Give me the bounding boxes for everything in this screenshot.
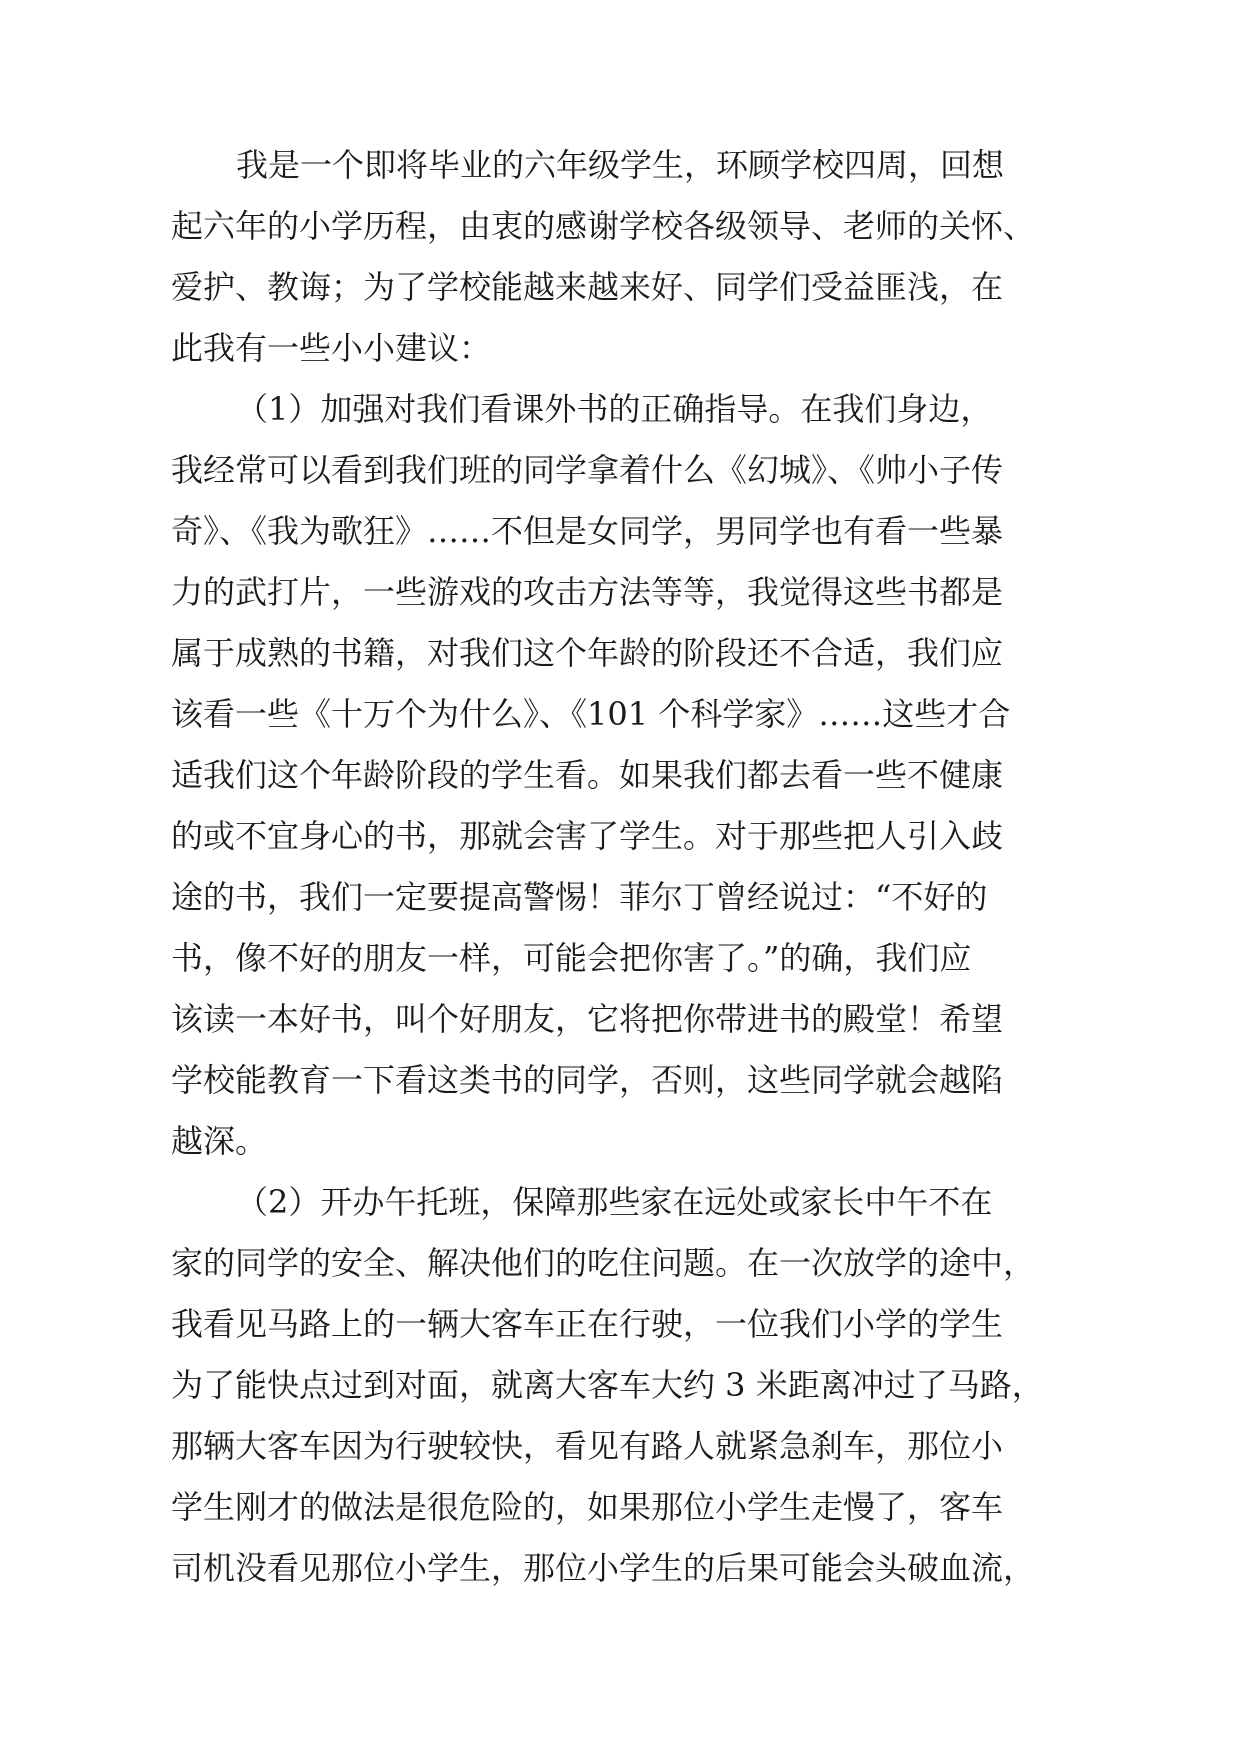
text-line	[0, 440, 1241, 500]
paragraph-2-line-10: 书，像不好的朋友一样，可能会把你害了。”的确，我们应	[171, 939, 972, 977]
text-line	[0, 501, 1241, 561]
text-line	[0, 989, 1241, 1049]
paragraph-2-line-11: 该读一本好书，叫个好朋友，它将把你带进书的殿堂！希望	[171, 1000, 1004, 1038]
paragraph-1-line-1: 我是一个即将毕业的六年级学生，环顾学校四周，回想	[236, 146, 1005, 184]
paragraph-2-line-1: （1）加强对我们看课外书的正确指导。在我们身边，	[236, 390, 993, 428]
paragraph-3-line-6: 学生刚才的做法是很危险的，如果那位小学生走慢了，客车	[171, 1488, 1004, 1526]
text-line	[0, 196, 1241, 256]
paragraph-2-line-3: 奇》、《我为歌狂》……不但是女同学，男同学也有看一些暴	[171, 512, 1004, 550]
paragraph-3-line-5: 那辆大客车因为行驶较快，看见有路人就紧急刹车，那位小	[171, 1427, 1004, 1465]
text-line	[0, 562, 1241, 622]
text-line	[0, 1416, 1241, 1476]
text-line	[0, 135, 1241, 195]
paragraph-2-line-7: 适我们这个年龄阶段的学生看。如果我们都去看一些不健康	[171, 756, 1004, 794]
text-line	[0, 1111, 1241, 1171]
paragraph-3-line-2: 家的同学的安全、解决他们的吃住问题。在一次放学的途中，	[171, 1244, 1036, 1282]
text-line	[0, 1050, 1241, 1110]
text-line	[0, 684, 1241, 744]
paragraph-2-line-2: 我经常可以看到我们班的同学拿着什么《幻城》、《帅小子传	[171, 451, 1004, 489]
text-line	[0, 318, 1241, 378]
text-line	[0, 928, 1241, 988]
paragraph-1-line-2: 起六年的小学历程，由衷的感谢学校各级领导、老师的关怀、	[171, 207, 1036, 245]
paragraph-3-line-1: （2）开办午托班，保障那些家在远处或家长中午不在	[236, 1183, 993, 1221]
text-line	[0, 1538, 1241, 1598]
paragraph-2-line-4: 力的武打片，一些游戏的攻击方法等等，我觉得这些书都是	[171, 573, 1004, 611]
paragraph-2-line-13: 越深。	[171, 1122, 268, 1160]
paragraph-2-line-5: 属于成熟的书籍，对我们这个年龄的阶段还不合适，我们应	[171, 634, 1004, 672]
text-line	[0, 1294, 1241, 1354]
text-line	[0, 1233, 1241, 1293]
text-line	[0, 867, 1241, 927]
text-line	[0, 379, 1241, 439]
text-line	[0, 1172, 1241, 1232]
text-line	[0, 1477, 1241, 1537]
paragraph-3-line-3: 我看见马路上的一辆大客车正在行驶，一位我们小学的学生	[171, 1305, 1004, 1343]
text-line	[0, 1355, 1241, 1415]
paragraph-3-line-4: 为了能快点过到对面，就离大客车大约 3 米距离冲过了马路，	[171, 1366, 1044, 1404]
paragraph-2-line-8: 的或不宜身心的书，那就会害了学生。对于那些把人引入歧	[171, 817, 1004, 855]
text-line	[0, 745, 1241, 805]
paragraph-2-line-6: 该看一些《十万个为什么》、《101 个科学家》……这些才合	[171, 695, 1011, 733]
paragraph-1-line-4: 此我有一些小小建议：	[171, 329, 492, 367]
text-line	[0, 257, 1241, 317]
text-line	[0, 623, 1241, 683]
paragraph-1-line-3: 爱护、教诲；为了学校能越来越来好、同学们受益匪浅，在	[171, 268, 1004, 306]
paragraph-3-line-7: 司机没看见那位小学生，那位小学生的后果可能会头破血流，	[171, 1549, 1036, 1587]
paragraph-2-line-9: 途的书，我们一定要提高警惕！菲尔丁曾经说过：“不好的	[171, 878, 988, 916]
paragraph-2-line-12: 学校能教育一下看这类书的同学，否则，这些同学就会越陷	[171, 1061, 1004, 1099]
text-line	[0, 806, 1241, 866]
